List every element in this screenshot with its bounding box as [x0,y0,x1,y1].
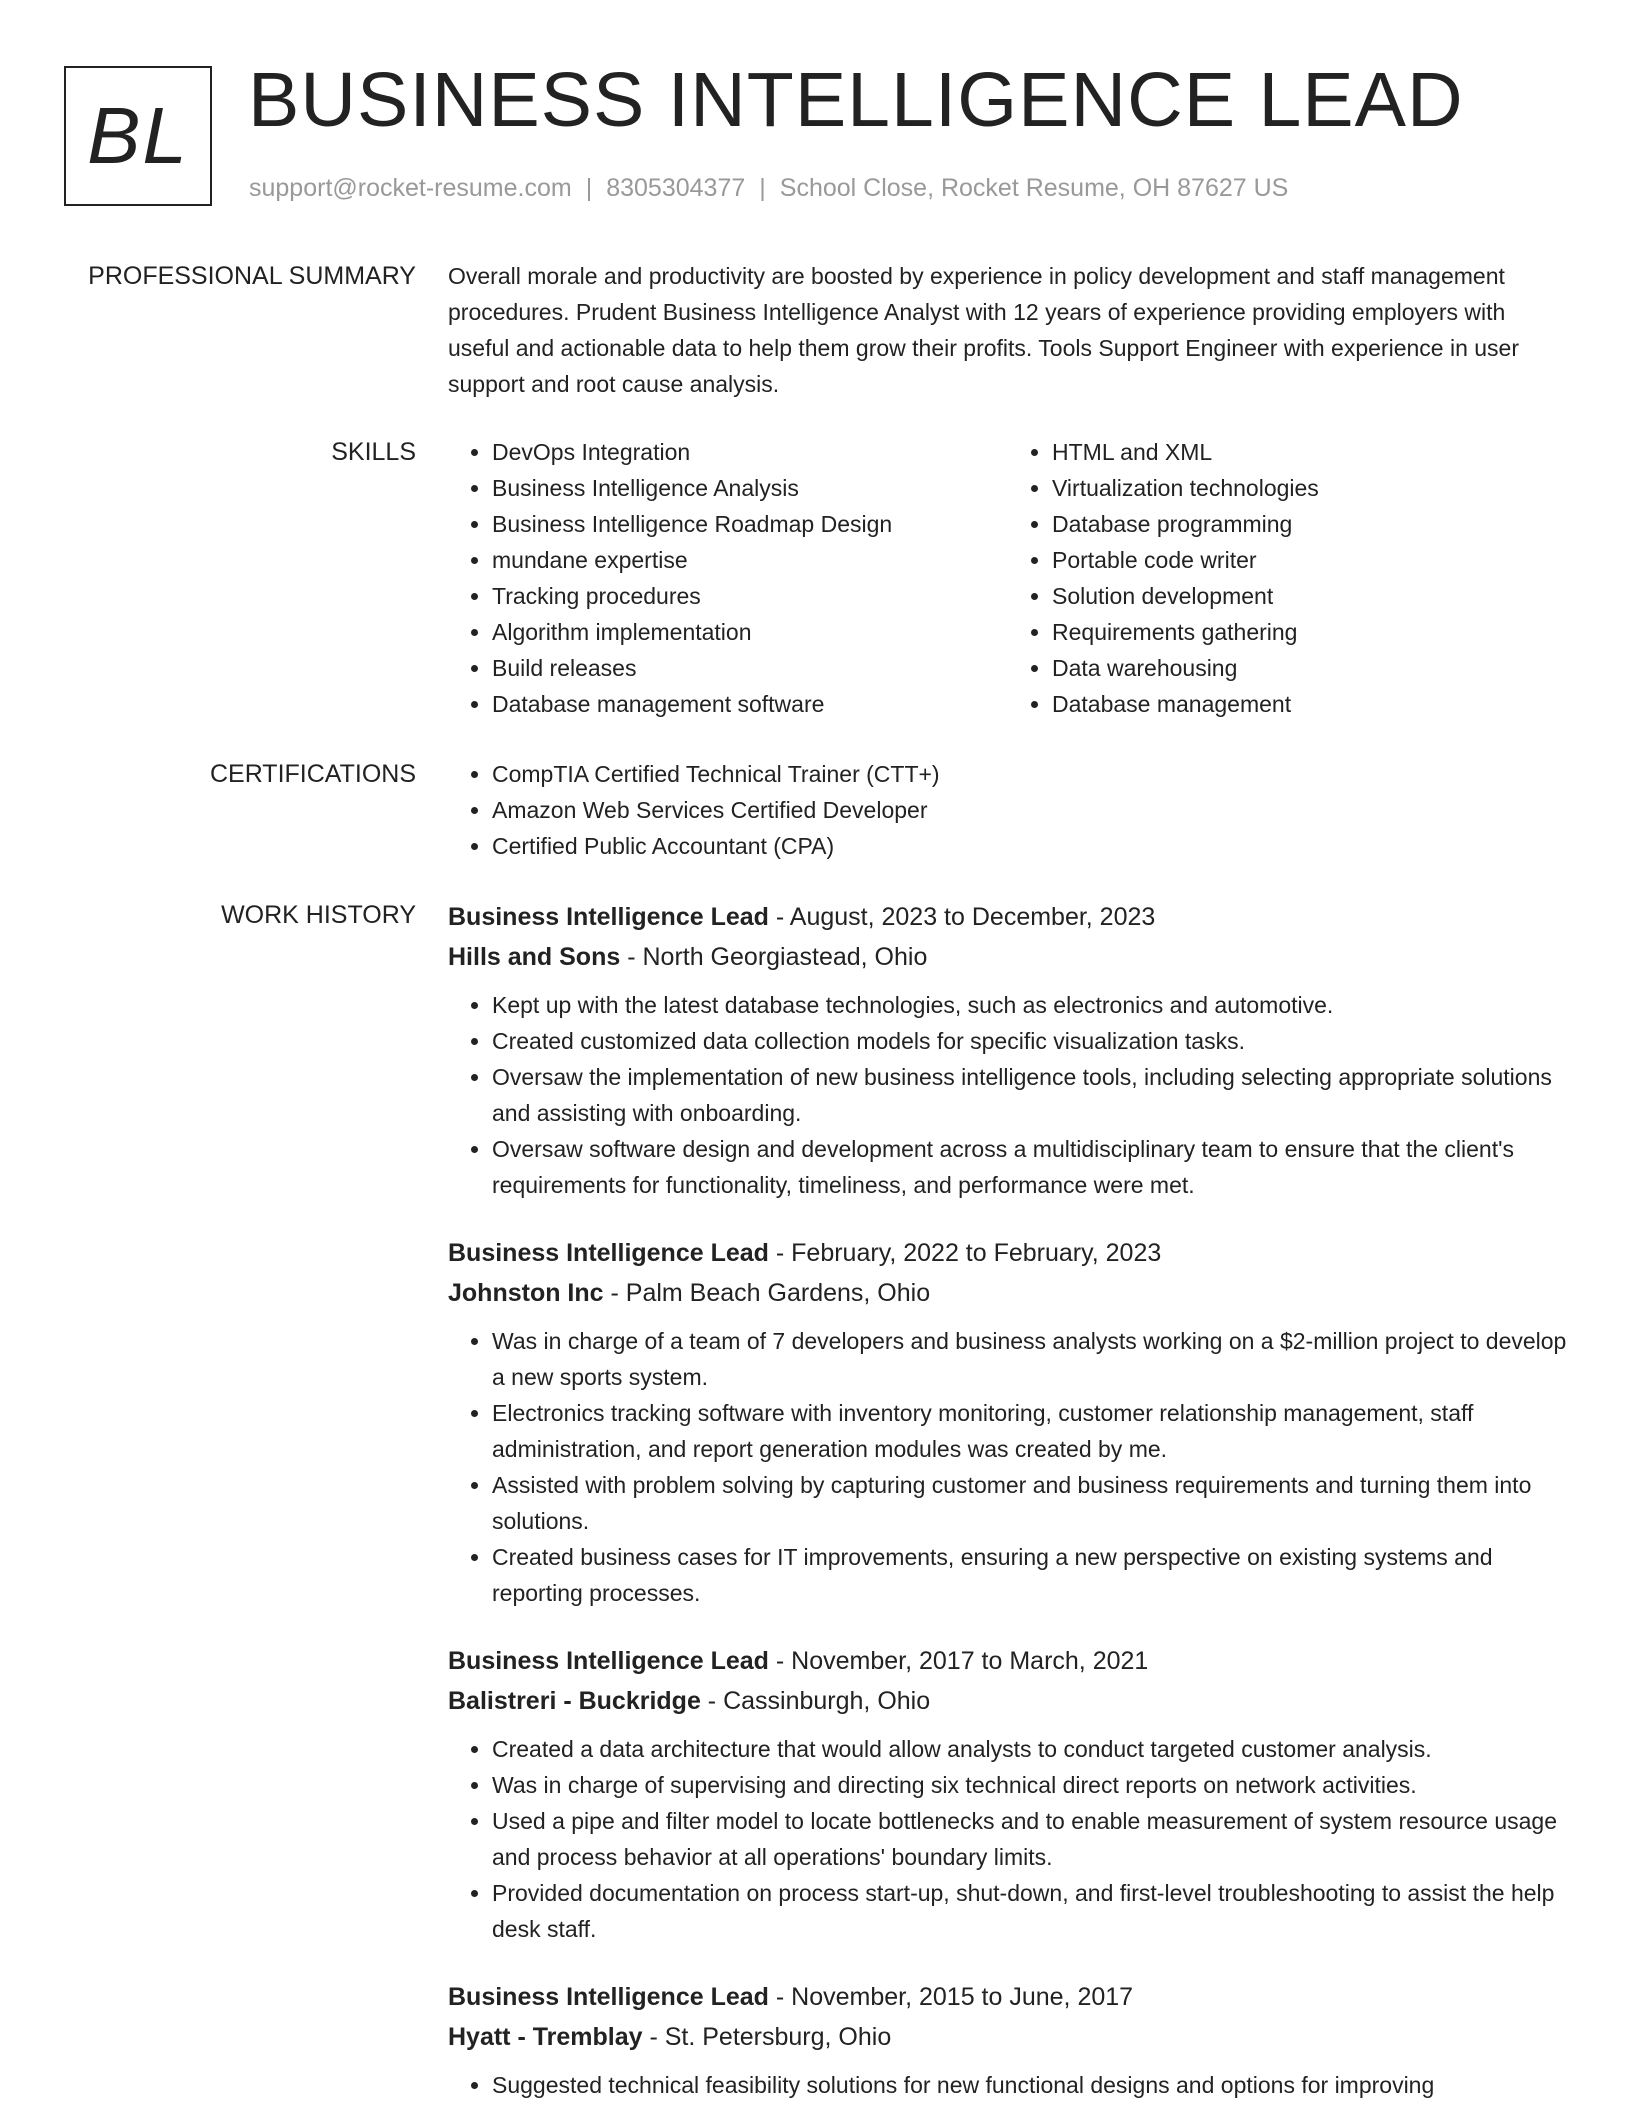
skills-list-right [1008,434,1568,722]
contact-separator: | [759,174,766,202]
summary-text: Overall morale and productivity are boosted by experience in policy development and staff management procedures. Prudent Business Intelligence Analyst with 12 years of experience providing employers with useful and actionable data to help them grow their profits. Tools Support Engineer with experience in user support and root cause analysis. [448,263,1519,397]
certification-item: • Certified Public Accountant (CPA) [492,828,1568,864]
job-title: Business Intelligence Lead [448,1983,769,2011]
monogram-badge [64,66,212,206]
skill-item: • HTML and XML [1052,434,1568,470]
contact-email: support@rocket-resume.com [249,174,572,202]
job-location: - St. Petersburg, Ohio [642,2023,892,2051]
job-title-line [448,1641,1568,1681]
job-company: Hyatt - Tremblay [448,2023,643,2051]
job-bullets [448,987,1568,1203]
section-heading-summary: PROFESSIONAL SUMMARY [88,262,416,290]
work-history-body [448,897,1568,2112]
job-title: Business Intelligence Lead [448,1239,769,1267]
job-title-line [448,1233,1568,1273]
certifications-body [448,756,1568,864]
job-bullets [448,1323,1568,1611]
skill-item: • Database management [1052,686,1568,722]
job-bullet: • Suggested technical feasibility solutions for new functional designs and options for improving [492,2067,1568,2103]
job-company-line [448,1273,1568,1313]
skill-item: • Data warehousing [1052,650,1568,686]
job-entry [448,1977,1568,2103]
page-title: BUSINESS INTELLIGENCE LEAD [248,57,1464,143]
contact-address: School Close, Rocket Resume, OH 87627 US [779,174,1289,202]
job-bullet: • Used a pipe and filter model to locate bottlenecks and to enable measurement of system resource usage and process behavior at all operations' boundary limits. [492,1803,1568,1875]
skills-body [448,434,1568,722]
skill-item: • Portable code writer [1052,542,1568,578]
job-title: Business Intelligence Lead [448,903,769,931]
skill-item: • Database programming [1052,506,1568,542]
certification-item: • Amazon Web Services Certified Developer [492,792,1568,828]
job-bullets [448,2067,1568,2103]
job-bullet: • Oversaw the implementation of new business intelligence tools, including selecting appropriate solutions and assisting with onboarding. [492,1059,1568,1131]
skill-item: • Business Intelligence Analysis [492,470,1008,506]
skill-item: • Algorithm implementation [492,614,1008,650]
job-bullet: • Assisted with problem solving by capturing customer and business requirements and turning them into solutions. [492,1467,1568,1539]
section-heading-certifications: CERTIFICATIONS [209,760,416,788]
summary-body [448,258,1568,402]
section-heading-work-history: WORK HISTORY [221,901,416,929]
job-bullet: • Created customized data collection models for specific visualization tasks. [492,1023,1568,1059]
job-company: Johnston Inc [448,1279,604,1307]
skill-item: • Tracking procedures [492,578,1008,614]
job-title: Business Intelligence Lead [448,1647,769,1675]
job-bullet: • Provided documentation on process start-up, shut-down, and first-level troubleshooting to assist the help desk staff. [492,1875,1568,1947]
job-dates: - February, 2022 to February, 2023 [768,1239,1162,1267]
skill-item: • Build releases [492,650,1008,686]
job-bullets [448,1731,1568,1947]
skills-list-left [448,434,1008,722]
job-location: - Cassinburgh, Ohio [700,1687,931,1715]
skill-item: • Virtualization technologies [1052,470,1568,506]
job-dates: - November, 2017 to March, 2021 [768,1647,1149,1675]
job-entry [448,1233,1568,1611]
job-dates: - November, 2015 to June, 2017 [768,1983,1134,2011]
contact-separator: | [585,174,593,202]
job-company-line [448,2017,1568,2057]
skill-item: • Solution development [1052,578,1568,614]
job-bullet: • Oversaw software design and development across a multidisciplinary team to ensure that the client's requirements for functionality, timeliness, and performance were met. [492,1131,1568,1203]
contact-phone: 8305304377 [606,174,746,202]
job-dates: - August, 2023 to December, 2023 [768,903,1156,931]
job-company: Balistreri - Buckridge [448,1687,701,1715]
job-company-line [448,1681,1568,1721]
job-bullet: • Kept up with the latest database technologies, such as electronics and automotive. [492,987,1568,1023]
skill-item: • Database management software [492,686,1008,722]
job-bullet: • Electronics tracking software with inventory monitoring, customer relationship management, staff administration, and report generation modules was created by me. [492,1395,1568,1467]
section-heading-skills: SKILLS [331,438,416,466]
skill-item: • Business Intelligence Roadmap Design [492,506,1008,542]
job-location: - Palm Beach Gardens, Ohio [603,1279,931,1307]
monogram-initials: BL [87,91,189,180]
job-bullet: • Was in charge of supervising and directing six technical direct reports on network activities. [492,1767,1568,1803]
skill-item: • mundane expertise [492,542,1008,578]
skill-item: • Requirements gathering [1052,614,1568,650]
certifications-list [448,756,1568,864]
job-title-line [448,897,1568,937]
job-bullet: • Created business cases for IT improvements, ensuring a new perspective on existing systems and reporting processes. [492,1539,1568,1611]
job-entry [448,897,1568,1203]
job-bullet: • Created a data architecture that would allow analysts to conduct targeted customer analysis. [492,1731,1568,1767]
job-title-line [448,1977,1568,2017]
contact-line [249,174,1288,203]
job-bullet: • Was in charge of a team of 7 developers and business analysts working on a $2-million project to develop a new sports system. [492,1323,1568,1395]
job-company-line [448,937,1568,977]
skill-item: • DevOps Integration [492,434,1008,470]
job-location: - North Georgiastead, Ohio [620,943,928,971]
job-entry [448,1641,1568,1947]
certification-item: • CompTIA Certified Technical Trainer (CTT+) [492,756,1568,792]
job-company: Hills and Sons [448,943,621,971]
